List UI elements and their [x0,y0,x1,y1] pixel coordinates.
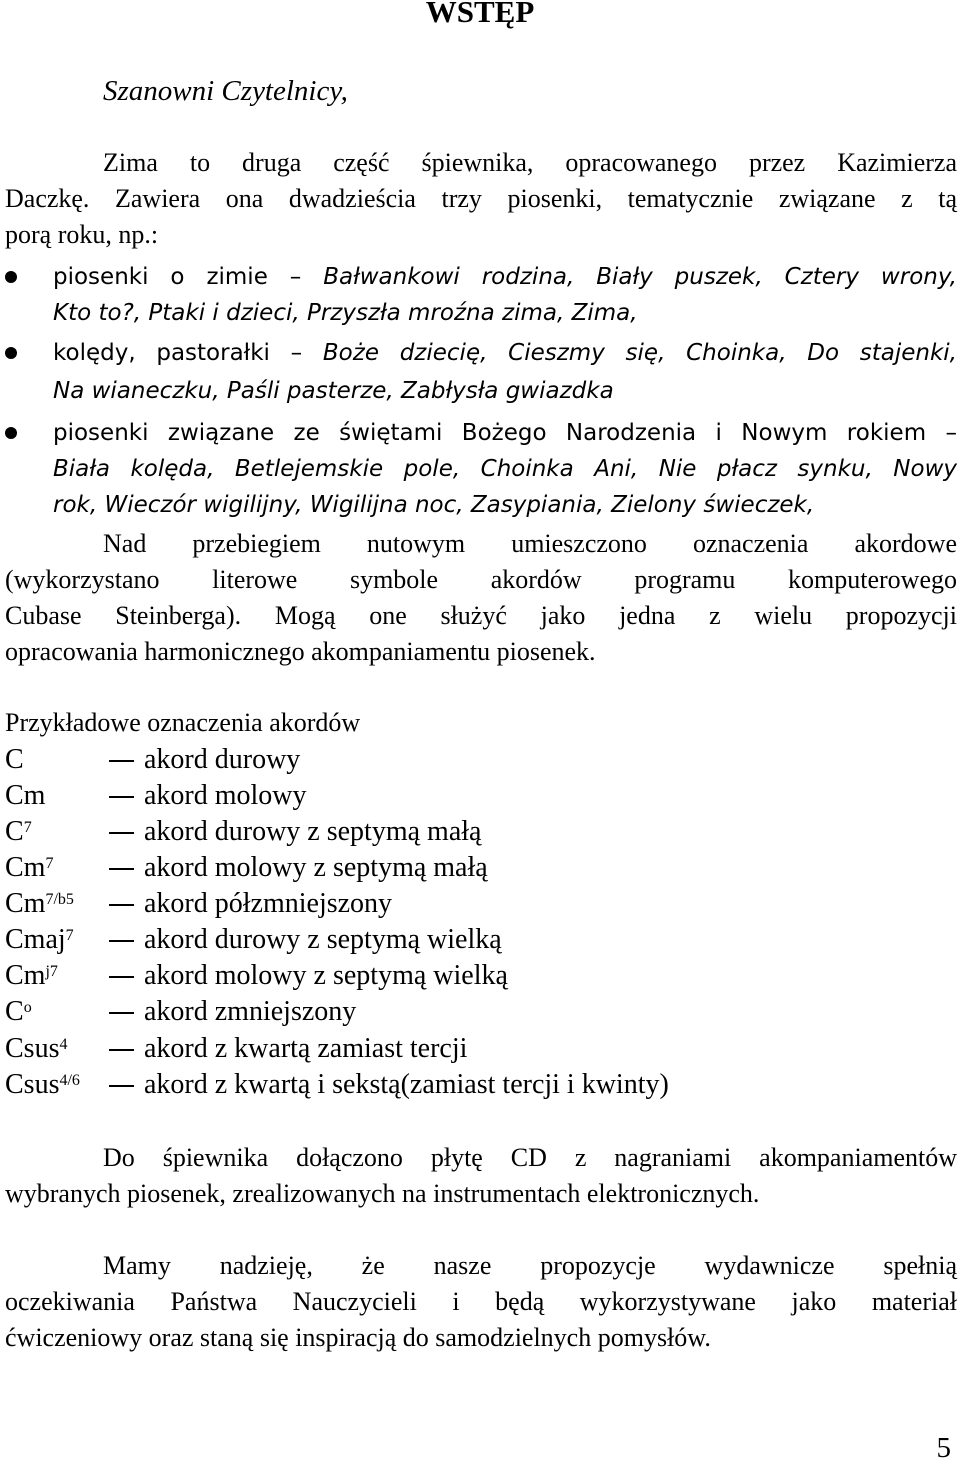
bullet-1-line-1 [53,259,957,295]
chord-description: akord z kwartą zamiast tercji [144,1033,468,1064]
intro-line-1: Zima to druga część śpiewnika, opracowanego przez Kazimierza [103,148,957,177]
chord-dash [109,796,134,798]
chord-description: akord molowy z septymą małą [144,852,488,883]
bullet-2-line-2: Na wianeczku, Paśli pasterze, Zabłysła gwiazdka [53,378,614,404]
chord-symbol: $Cm^{j7}$ [5,960,58,991]
chord-symbol: $Cm^{7/b5}$ [5,888,74,919]
bullet-2-lead: kolędy, pastorałki – [53,340,323,366]
bullet-2-titles-1: Boże dziecię, Cieszmy się, Choinka, Do stajenki, [322,340,957,366]
page-number: 5 [936,1432,951,1464]
cd-paragraph-line-2: wybranych piosenek, zrealizowanych na instrumentach elektronicznych. [5,1179,760,1208]
bullet-2-line-1 [53,335,957,371]
chord-description: akord durowy z septymą małą [144,816,482,847]
salutation: Szanowni Czytelnicy, [103,75,348,107]
cd-paragraph-line-1: Do śpiewnika dołączono płytę CD z nagraniami akompaniamentów [103,1143,957,1172]
chord-description: akord zmniejszony [144,996,357,1027]
chord-description: akord durowy z septymą wielką [144,924,502,955]
bullet-3-dot [5,427,17,439]
bullet-3-line-3: rok, Wieczór wigilijny, Wigilijna noc, Zasypiania, Zielony świeczek, [53,492,815,518]
bullet-1-line-2: Kto to?, Ptaki i dzieci, Przyszła mroźna zima, Zima, [53,300,638,326]
chord-paragraph-line-2: (wykorzystano literowe symbole akordów programu komputerowego [5,565,957,594]
chord-description: akord molowy z septymą wielką [144,960,508,991]
chords-heading: Przykładowe oznaczenia akordów [5,708,361,737]
chord-paragraph-line-1: Nad przebiegiem nutowym umieszczono oznaczenia akordowe [103,529,957,558]
bullet-1-dot [5,271,17,283]
closing-paragraph-line-3: ćwiczeniowy oraz staną się inspiracją do samodzielnych pomysłów. [5,1323,711,1352]
chord-dash [109,1012,134,1014]
chord-description: akord półzmniejszony [144,888,393,919]
chord-symbol: Cmaj$^7$ [5,924,74,955]
chord-dash [109,1049,134,1051]
chord-dash [109,940,134,942]
bullet-2-dot [5,347,17,359]
chord-paragraph-line-3: Cubase Steinberga). Mogą one służyć jako jedna z wielu propozycji [5,601,957,630]
chord-symbol: Csus$^4$ [5,1033,68,1064]
chord-symbol: C [5,744,24,775]
chord-dash [109,904,134,906]
chord-description: akord durowy [144,744,301,775]
closing-paragraph-line-2: oczekiwania Państwa Nauczycieli i będą wykorzystywane jako materiał [5,1287,957,1316]
closing-paragraph-line-1: Mamy nadzieję, że nasze propozycje wydawnicze spełnią [103,1251,957,1280]
intro-line-2: Daczkę. Zawiera ona dwadzieścia trzy piosenki, tematycznie związane z tą [5,184,957,213]
chord-symbol: Cm$^7$ [5,852,54,883]
chord-symbol: $C^7$ [5,816,32,847]
chord-symbol: Cm [5,780,46,811]
chord-dash [109,868,134,870]
bullet-1-lead: piosenki o zimie – [53,264,324,290]
bullet-1-titles-1: Bałwankowi rodzina, Biały puszek, Cztery wrony, [323,264,957,290]
bullet-3-line-1: piosenki związane ze świętami Bożego Narodzenia i Nowym rokiem – [53,420,957,446]
chord-description: akord z kwartą i sekstą(zamiast tercji i kwinty) [144,1069,669,1100]
chord-dash [109,832,134,834]
chord-description: akord molowy [144,780,307,811]
bullet-3-line-2: Biała kolęda, Betlejemskie pole, Choinka Ani, Nie płacz synku, Nowy [53,456,957,482]
chord-paragraph-line-4: opracowania harmonicznego akompaniamentu piosenek. [5,637,596,666]
chord-symbol: $C^o$ [5,996,32,1027]
chord-dash [109,1085,134,1087]
chord-symbol: Csus$^{4/6}$ [5,1069,80,1100]
page-title: WSTĘP [425,0,535,29]
chord-dash [109,976,134,978]
chord-dash [109,760,134,762]
intro-line-3: porą roku, np.: [5,220,159,249]
